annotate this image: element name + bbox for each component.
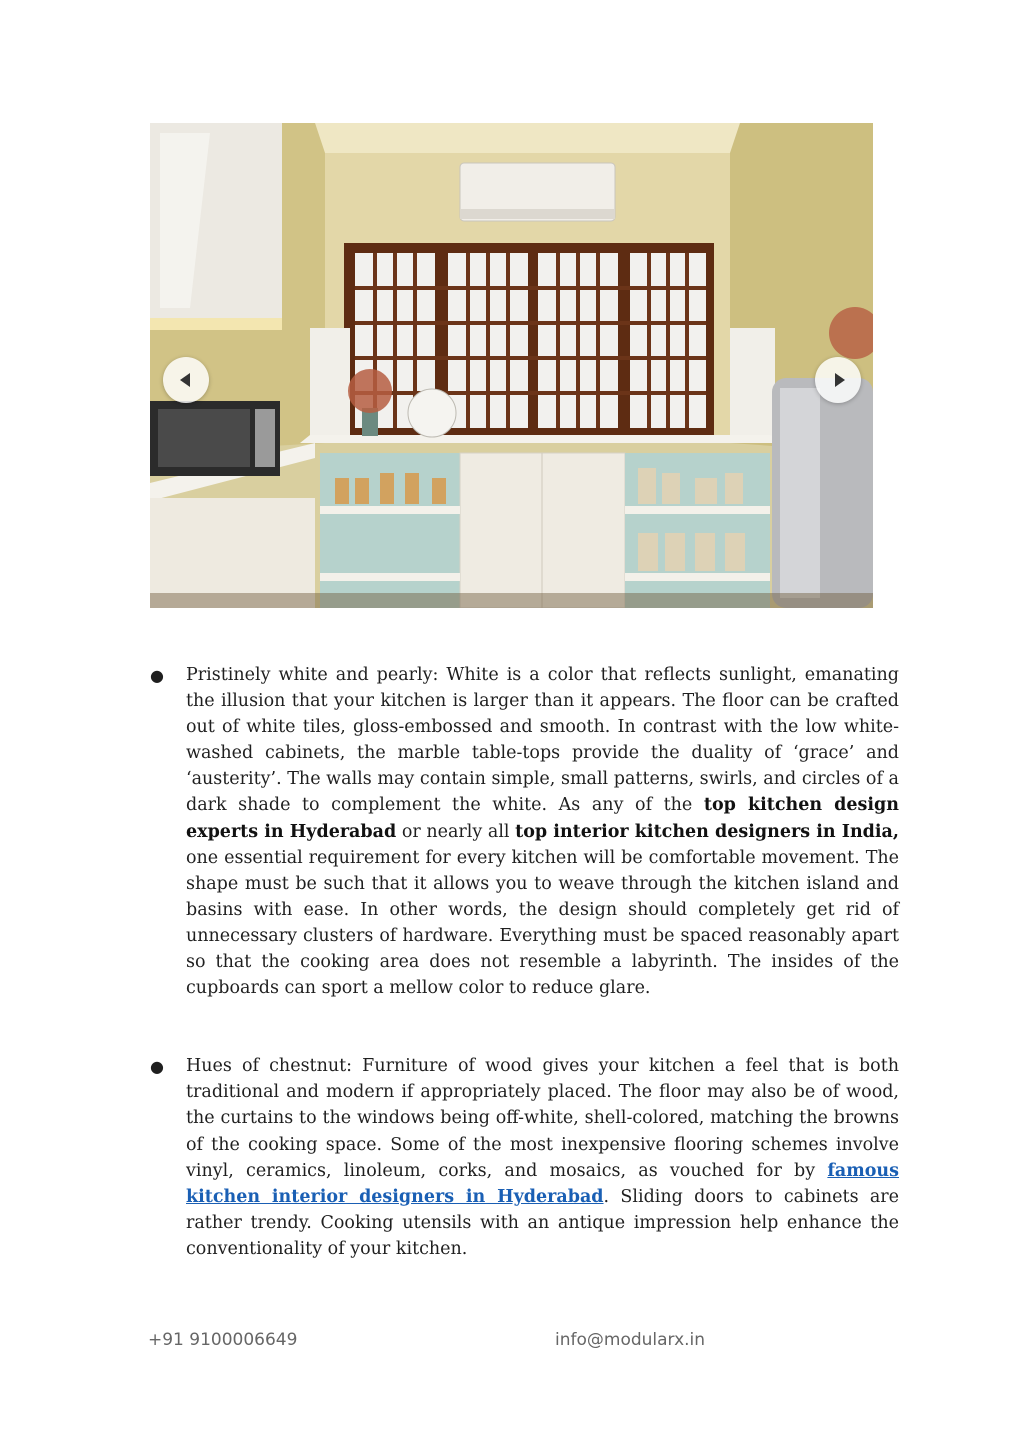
chevron-left-icon bbox=[180, 373, 190, 387]
bullet-icon: ● bbox=[150, 1057, 164, 1077]
designers-link[interactable]: famous kitchen interior designers in Hyderabad bbox=[186, 1160, 899, 1207]
footer bbox=[148, 1330, 708, 1354]
footer-email: info@modularx.in bbox=[555, 1330, 706, 1350]
list-item bbox=[150, 662, 899, 1001]
gallery-prev-button[interactable] bbox=[163, 357, 209, 403]
bold-phrase: top kitchen design experts in Hyderabad bbox=[186, 795, 899, 842]
chevron-right-icon bbox=[835, 373, 845, 387]
kitchen-photo bbox=[150, 123, 873, 608]
bullet-paragraph: Hues of chestnut: Furniture of wood gives your kitchen a feel that is both traditional and modern if appropriately placed. The floor may also be of wood, the curtains to the windows being off-white, shell-colored, matching the browns of the cooking space. Some of the most inexpensive flooring schemes involve vinyl, ceramics, linoleum, corks, and mosaics, as vouched for by famous kitchen interior designers in Hyderabad. Sliding doors to cabinets are rather trendy. Cooking utensils with an antique impression help enhance the conventionality of your kitchen. bbox=[186, 1056, 899, 1259]
list-item bbox=[150, 1053, 899, 1262]
bullet-icon: ● bbox=[150, 666, 164, 685]
bullet-paragraph: Pristinely white and pearly: White is a color that reflects sunlight, emanating the illusion that your kitchen is larger than it appears. The floor can be crafted out of white tiles, gloss-embossed and smooth. In contrast with the low white-washed cabinets, the marble table-tops provide the duality of ‘grace’ and ‘austerity’. The walls may contain simple, small patterns, swirls, and circles of a dark shade to complement the white. As any of the top kitchen design experts in Hyderabad or nearly all top interior kitchen designers in India, one essential requirement for every kitchen will be comfortable movement. The shape must be such that it allows you to weave through the kitchen island and basins with ease. In other words, the design should completely get rid of unnecessary clusters of hardware. Everything must be spaced reasonably apart so that the cooking area does not resemble a labyrinth. The insides of the cupboards can sport a mellow color to reduce glare. bbox=[186, 665, 899, 999]
bold-phrase: top interior kitchen designers in India, bbox=[515, 821, 899, 842]
bullet-list bbox=[150, 662, 899, 1262]
footer-phone: +91 9100006649 bbox=[148, 1330, 298, 1350]
gallery-next-button[interactable] bbox=[815, 357, 861, 403]
